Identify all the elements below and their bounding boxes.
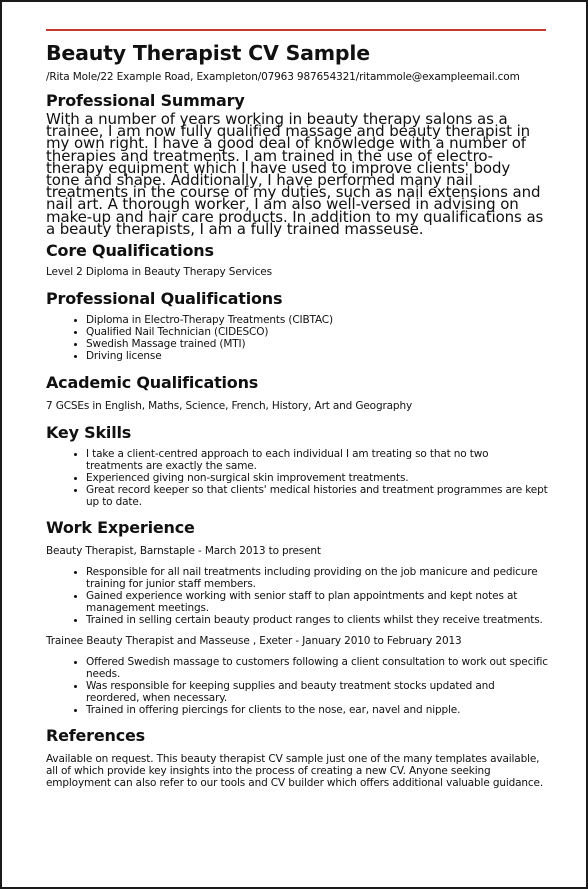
job-title: Trainee Beauty Therapist and Masseuse , Exeter - January 2010 to February 2013 bbox=[46, 635, 462, 648]
core-qualifications-text: Level 2 Diploma in Beauty Therapy Services bbox=[46, 266, 272, 279]
cv-content bbox=[46, 40, 548, 789]
list-item: • Offered Swedish massage to customers following a client consultation to work out specific needs. bbox=[86, 656, 548, 680]
work-experience-heading: Work Experience bbox=[46, 518, 195, 538]
core-qualifications-heading: Core Qualifications bbox=[46, 241, 214, 261]
list-item: • Trained in selling certain beauty product ranges to clients whilst they receive treatments. bbox=[86, 614, 548, 626]
professional-qualifications-heading: Professional Qualifications bbox=[46, 289, 283, 309]
contact-line: /Rita Mole/22 Example Road, Exampleton/07963 987654321/ritammole@exampleemail.com bbox=[46, 71, 520, 83]
cv-title: Beauty Therapist CV Sample bbox=[46, 41, 370, 65]
list-item: • Trained in offering piercings for clients to the nose, ear, navel and nipple. bbox=[86, 704, 548, 716]
summary-text: With a number of years working in beauty therapy salons as a trainee, I am now fully qualified massage and beauty therapist in my own right. I have a good deal of knowledge with a number of therapies and treatments. I am trained in the use of electro-therapy equipment which I have used to improve clients' body tone and shape. Additionally, I have performed many nail treatments in the course of my duties, such as nail extensions and nail art. A thorough worker, I am also well-versed in advising on make-up and hair care products. In addition to my qualifications as a beauty therapists, I am a fully trained masseuse. bbox=[46, 110, 544, 238]
list-item: • Gained experience working with senior staff to plan appointments and kept notes at management meetings. bbox=[86, 590, 548, 614]
academic-qualifications-text: 7 GCSEs in English, Maths, Science, French, History, Art and Geography bbox=[46, 400, 413, 413]
key-skills-list bbox=[46, 448, 548, 508]
list-item: • Swedish Massage trained (MTI) bbox=[86, 338, 548, 350]
list-item: • Responsible for all nail treatments including providing on the job manicure and pedicure training for junior staff members. bbox=[86, 566, 548, 590]
job-duties-list bbox=[46, 656, 548, 716]
list-item: • I take a client-centred approach to each individual I am treating so that no two treatments are exactly the same. bbox=[86, 448, 548, 472]
summary-heading: Professional Summary bbox=[46, 91, 245, 110]
list-item: • Diploma in Electro-Therapy Treatments (CIBTAC) bbox=[86, 314, 548, 326]
job-title: Beauty Therapist, Barnstaple - March 2013 to present bbox=[46, 545, 321, 558]
references-text: Available on request. This beauty therapist CV sample just one of the many templates available, all of which provide key insights into the process of creating a new CV. Anyone seeking employment can also refer to our tools and CV builder which offers additional valuable guidance. bbox=[46, 753, 544, 790]
accent-rule bbox=[46, 29, 546, 31]
list-item: • Great record keeper so that clients' medical histories and treatment programmes are kept up to date. bbox=[86, 484, 548, 508]
references-heading: References bbox=[46, 726, 145, 746]
list-item: • Qualified Nail Technician (CIDESCO) bbox=[86, 326, 548, 338]
job-duties-list bbox=[46, 566, 548, 626]
academic-qualifications-heading: Academic Qualifications bbox=[46, 373, 259, 393]
list-item: • Driving license bbox=[86, 350, 548, 362]
list-item: • Was responsible for keeping supplies and beauty treatment stocks updated and reordered, when necessary. bbox=[86, 680, 548, 704]
list-item: • Experienced giving non-surgical skin improvement treatments. bbox=[86, 472, 548, 484]
key-skills-heading: Key Skills bbox=[46, 423, 132, 443]
professional-qualifications-list bbox=[46, 314, 548, 362]
